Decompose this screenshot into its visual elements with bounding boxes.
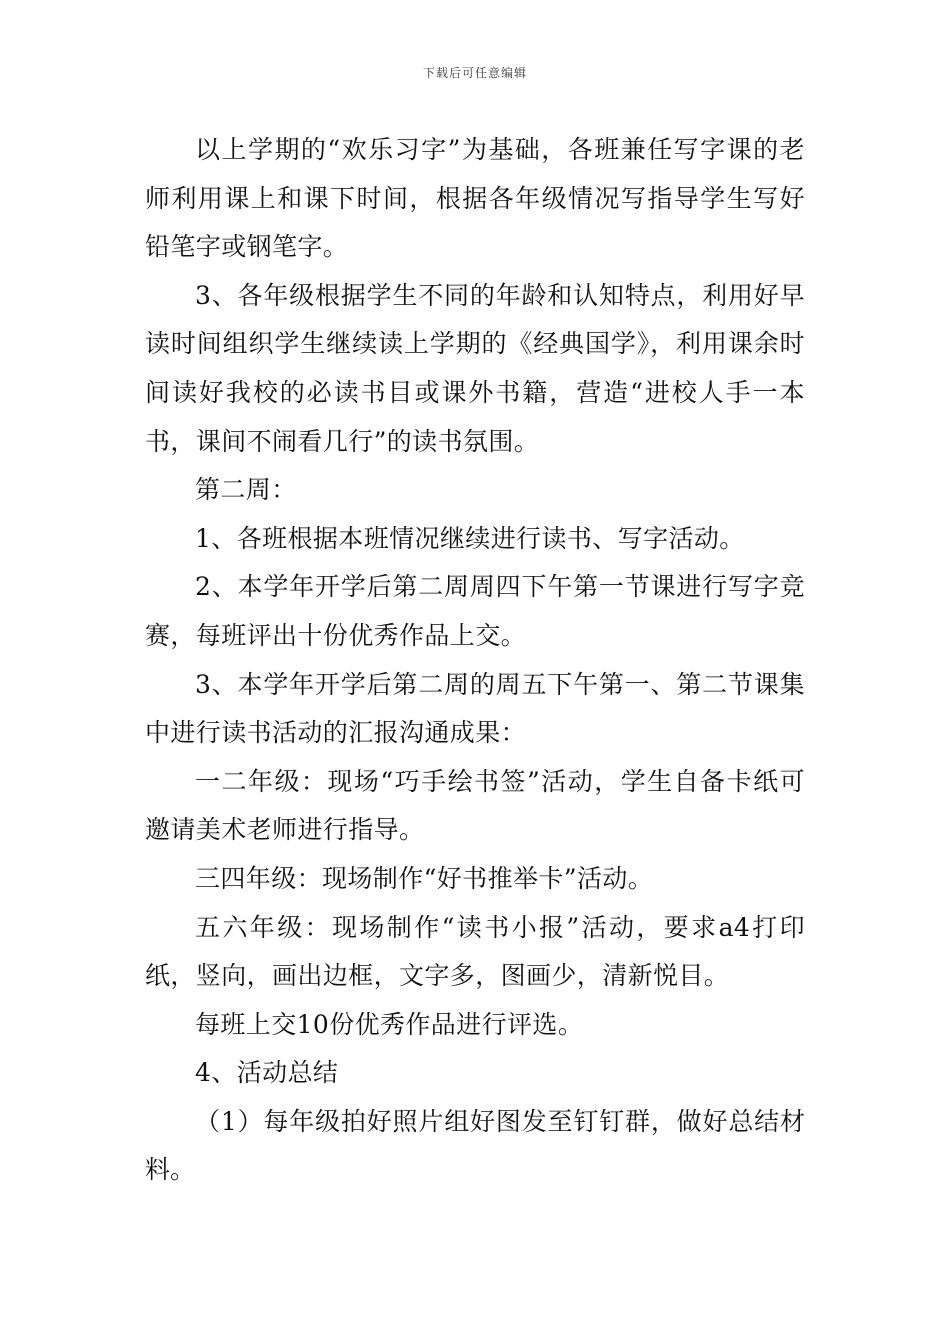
paragraph: 每班上交10份优秀作品进行评选。 [195,1009,584,1039]
paragraph: 2、本学年开学后第二周周四下午第一节课进行写字竞赛，每班评出十份优秀作品上交。 [145,572,805,650]
paragraph: 3、本学年开学后第二周的周五下午第一、第二节课集中进行读书活动的汇报沟通成果： [145,669,805,748]
paragraph: 4、活动总结 [195,1058,339,1088]
paragraph: 3、各年级根据学生不同的年龄和认知特点，利用好早读时间组织学生继续读上学期的《经典国学》，利用课余时间读好我校的必读书目或课外书籍，营造“进校人手一本书，课间不闹看几行”的读书氛围。 [145,280,805,456]
page-header: 下载后可任意编辑 [422,66,527,80]
paragraph: 第二周： [195,475,297,505]
document-body [145,126,805,1195]
paragraph: （1）每年级拍好照片组好图发至钉钉群，做好总结材料。 [145,1106,805,1185]
paragraph: 以上学期的“欢乐习字”为基础，各班兼任写字课的老师利用课上和课下时间，根据各年级情况写指导学生写好铅笔字或钢笔字。 [145,135,805,262]
paragraph: 三四年级：现场制作“好书推举卡”活动。 [195,863,654,893]
paragraph: 1、各班根据本班情况继续进行读书、写字活动。 [195,523,745,553]
paragraph: 一二年级：现场“巧手绘书签”活动，学生自备卡纸可邀请美术老师进行指导。 [145,766,805,845]
paragraph: 五六年级：现场制作“读书小报”活动，要求a4打印纸，竖向，画出边框，文字多，图画少，清新悦目。 [145,912,805,991]
